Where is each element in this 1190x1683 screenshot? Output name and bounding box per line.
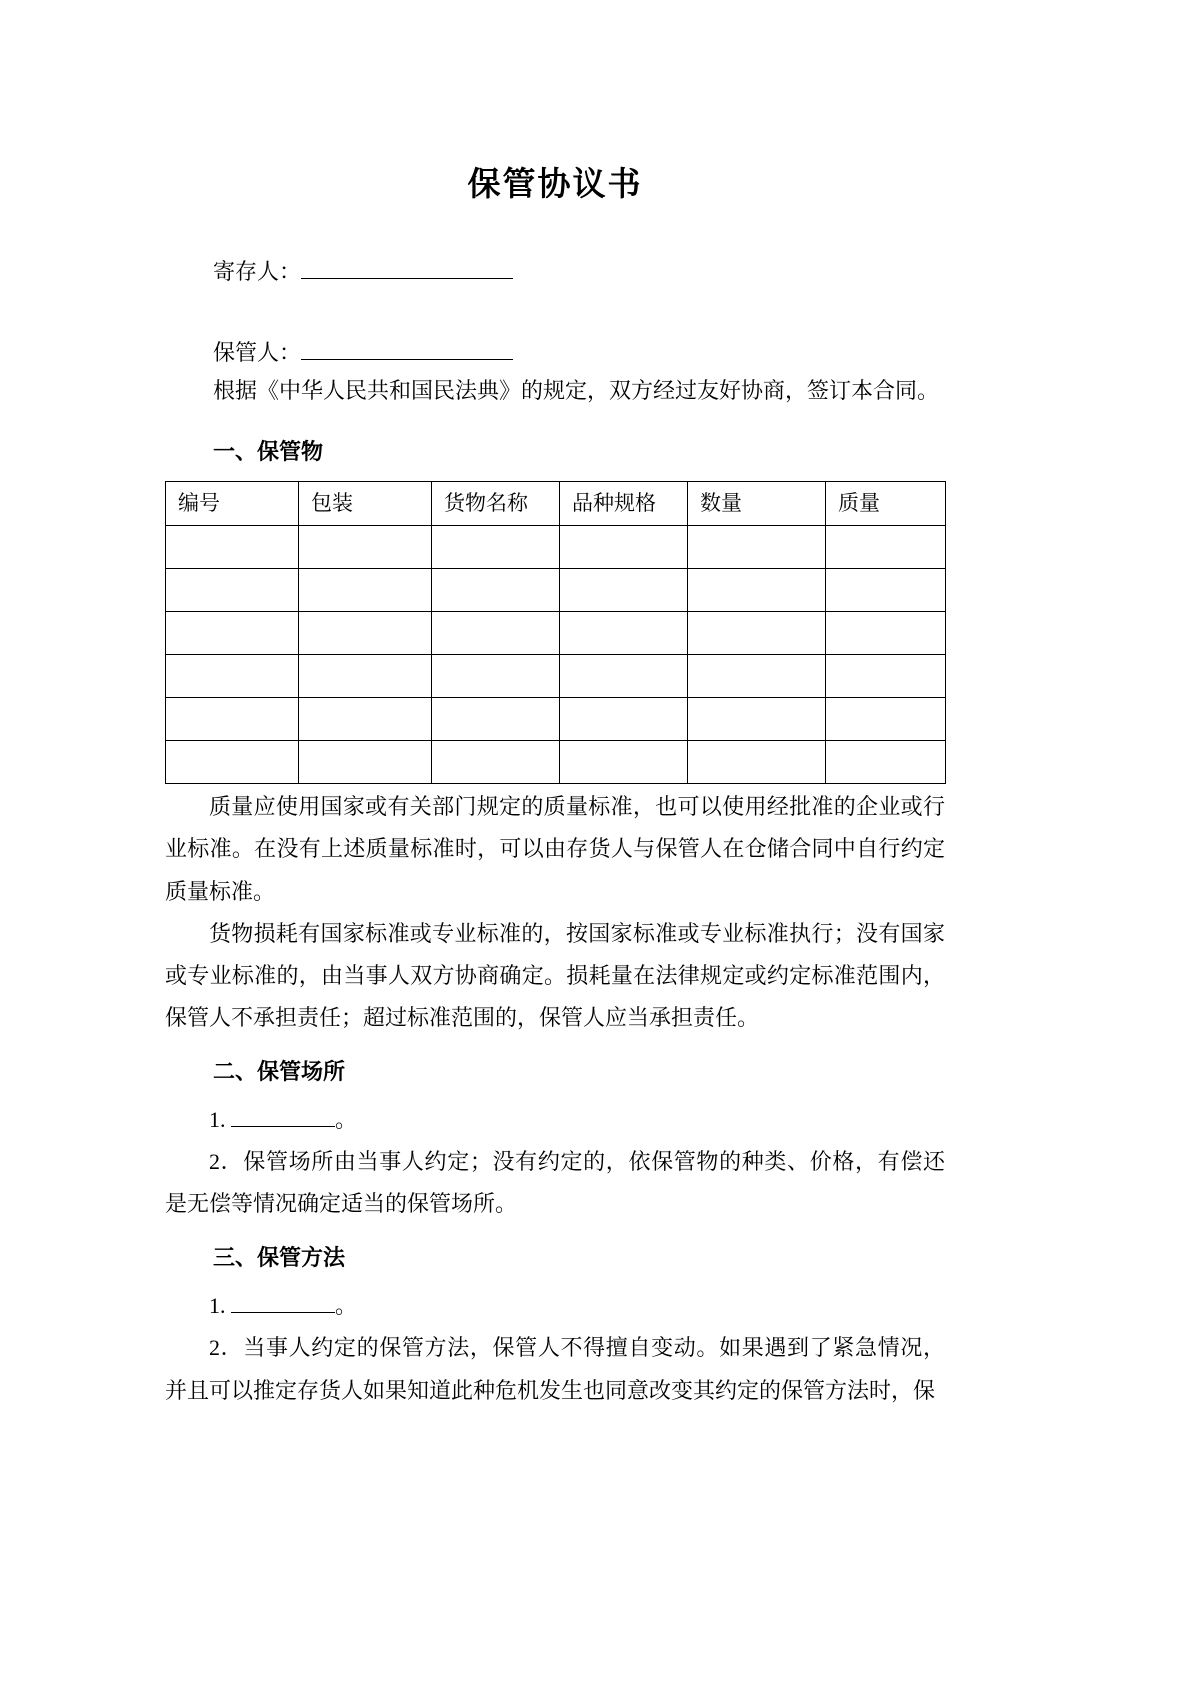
table-cell-variety-spec[interactable]: [560, 569, 688, 612]
table-cell-packaging[interactable]: [299, 698, 432, 741]
column-header-variety-spec: 品种规格: [560, 482, 688, 526]
storage-method-item-2: 2．当事人约定的保管方法，保管人不得擅自变动。如果遇到了紧急情况，并且可以推定存货人如果知道此种危机发生也同意改变其约定的保管方法时，保: [165, 1335, 945, 1403]
column-header-quality: 质量: [826, 482, 946, 526]
storage-place-input-blank[interactable]: [231, 1103, 335, 1127]
table-cell-quality[interactable]: [826, 612, 946, 655]
table-cell-goods-name[interactable]: [432, 526, 560, 569]
table-cell-number[interactable]: [166, 612, 299, 655]
table-cell-variety-spec[interactable]: [560, 655, 688, 698]
column-header-packaging: 包装: [299, 482, 432, 526]
depositor-input-blank[interactable]: [301, 255, 513, 279]
storage-place-item-1-number: 1.: [209, 1106, 226, 1132]
table-cell-variety-spec[interactable]: [560, 612, 688, 655]
section-heading-storage-method: 三、保管方法: [213, 1245, 346, 1271]
storage-method-item-1-suffix: 。: [335, 1293, 358, 1319]
stored-goods-table: [165, 481, 946, 784]
column-header-quantity: 数量: [688, 482, 826, 526]
table-cell-goods-name[interactable]: [432, 569, 560, 612]
table-cell-goods-name[interactable]: [432, 612, 560, 655]
table-cell-goods-name[interactable]: [432, 655, 560, 698]
table-cell-packaging[interactable]: [299, 741, 432, 784]
storage-place-item-1-suffix: 。: [335, 1106, 358, 1132]
table-cell-number[interactable]: [166, 741, 299, 784]
table-cell-variety-spec[interactable]: [560, 698, 688, 741]
custodian-field-row: [165, 335, 945, 370]
table-cell-goods-name[interactable]: [432, 741, 560, 784]
intro-paragraph: 根据《中华人民共和国民法典》的规定，双方经过友好协商，签订本合同。: [213, 377, 940, 403]
table-cell-number[interactable]: [166, 698, 299, 741]
table-row: [166, 655, 946, 698]
table-cell-quality[interactable]: [826, 741, 946, 784]
party-fields-block: [165, 254, 945, 370]
column-header-number: 编号: [166, 482, 299, 526]
table-cell-quantity[interactable]: [688, 655, 826, 698]
table-cell-number[interactable]: [166, 526, 299, 569]
storage-place-item-2: 2．保管场所由当事人约定；没有约定的，依保管物的种类、价格，有偿还是无偿等情况确定适当的保管场所。: [165, 1149, 945, 1217]
section-heading-storage-place: 二、保管场所: [213, 1059, 346, 1085]
storage-place-item-1: [165, 1099, 945, 1141]
custodian-input-blank[interactable]: [301, 336, 513, 360]
storage-method-item-1: [165, 1285, 945, 1327]
table-cell-packaging[interactable]: [299, 612, 432, 655]
table-cell-number[interactable]: [166, 569, 299, 612]
table-cell-packaging[interactable]: [299, 526, 432, 569]
table-row: [166, 526, 946, 569]
table-row: [166, 569, 946, 612]
table-cell-quality[interactable]: [826, 655, 946, 698]
document-content: [165, 0, 945, 1412]
page-title: 保管协议书: [467, 164, 643, 203]
table-cell-quantity[interactable]: [688, 569, 826, 612]
table-row: [166, 741, 946, 784]
paragraph-quality-standard: 质量应使用国家或有关部门规定的质量标准，也可以使用经批准的企业或行业标准。在没有上述质量标准时，可以由存货人与保管人在仓储合同中自行约定质量标准。: [165, 794, 945, 904]
table-cell-quality[interactable]: [826, 569, 946, 612]
table-row: [166, 698, 946, 741]
table-cell-quantity[interactable]: [688, 741, 826, 784]
table-cell-quantity[interactable]: [688, 612, 826, 655]
table-cell-number[interactable]: [166, 655, 299, 698]
table-cell-variety-spec[interactable]: [560, 526, 688, 569]
table-cell-packaging[interactable]: [299, 655, 432, 698]
section-heading-stored-goods: 一、保管物: [213, 439, 324, 465]
storage-method-input-blank[interactable]: [231, 1289, 335, 1313]
table-cell-quality[interactable]: [826, 698, 946, 741]
table-cell-goods-name[interactable]: [432, 698, 560, 741]
table-header-row: [166, 482, 946, 526]
depositor-field-row: [165, 254, 945, 289]
table-row: [166, 612, 946, 655]
custodian-label: 保管人：: [213, 339, 302, 365]
table-cell-quantity[interactable]: [688, 698, 826, 741]
table-cell-packaging[interactable]: [299, 569, 432, 612]
depositor-label: 寄存人：: [213, 258, 302, 284]
table-cell-variety-spec[interactable]: [560, 741, 688, 784]
table-cell-quantity[interactable]: [688, 526, 826, 569]
paragraph-loss-standard: 货物损耗有国家标准或专业标准的，按国家标准或专业标准执行；没有国家或专业标准的，由当事人双方协商确定。损耗量在法律规定或约定标准范围内，保管人不承担责任；超过标准范围的，保管人应当承担责任。: [165, 920, 945, 1031]
table-cell-quality[interactable]: [826, 526, 946, 569]
column-header-goods-name: 货物名称: [432, 482, 560, 526]
storage-method-item-1-number: 1.: [209, 1293, 226, 1319]
